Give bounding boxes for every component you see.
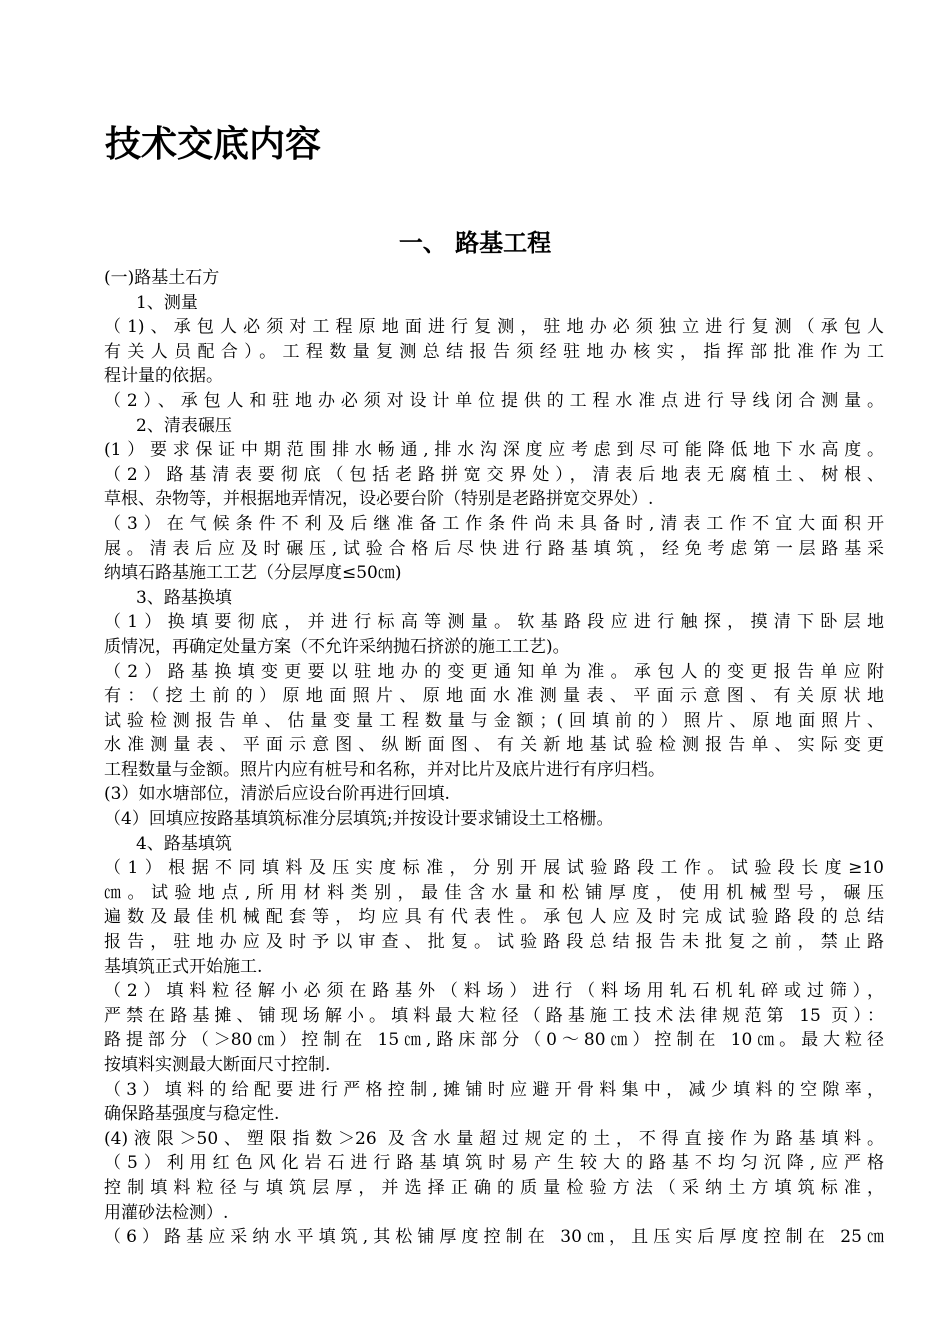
paragraph-line: 纳填石路基施工工艺（分层厚度≤50㎝) xyxy=(104,563,402,584)
paragraph-line: （2）路基换填变更要以驻地办的变更通知单为准。承包人的变更报告单应附 xyxy=(104,661,884,682)
paragraph-line: 路提部分（＞80㎝）控制在 15㎝,路床部分（0～80㎝）控制在 10㎝。最大粒径 xyxy=(104,1030,884,1051)
paragraph-line: （3）在气候条件不利及后继准备工作条件尚未具备时,清表工作不宜大面积开 xyxy=(104,513,884,534)
page-title: 技术交底内容 xyxy=(105,124,322,165)
paragraph-line: (4)液限＞50、塑限指数＞26 及含水量超过规定的土，不得直接作为路基填料。 xyxy=(104,1128,884,1149)
paragraph-line: (1）要求保证中期范围排水畅通,排水沟深度应考虑到尽可能降低地下水高度。 xyxy=(104,440,884,461)
document-body xyxy=(104,266,884,1250)
paragraph-line: (3）如水塘部位，清淤后应设台阶再进行回填. xyxy=(104,784,450,805)
paragraph-line: （6）路基应采纳水平填筑,其松铺厚度控制在 30㎝，且压实后厚度控制在 25㎝ xyxy=(104,1227,884,1248)
paragraph-line: （5）利用红色风化岩石进行路基填筑时易产生较大的路基不均匀沉降,应严格 xyxy=(104,1153,884,1174)
paragraph-line: （2）路基清表要彻底（包括老路拼宽交界处），清表后地表无腐植土、树根、 xyxy=(104,464,884,485)
paragraph-line: 质情况，再确定处量方案（不允许采纳抛石挤淤的施工工艺)。 xyxy=(104,636,570,657)
paragraph-line: 程计量的依据。 xyxy=(104,366,223,387)
paragraph-line: （1）根据不同填料及压实度标准，分别开展试验路段工作。试验段长度≥10 xyxy=(104,858,884,879)
paragraph-line: （4）回填应按路基填筑标准分层填筑;并按设计要求铺设土工格栅。 xyxy=(104,809,614,830)
subsection-heading: 1、测量 xyxy=(136,292,198,313)
subsection-heading: 4、路基填筑 xyxy=(136,833,232,854)
paragraph-line: 基填筑正式开始施工. xyxy=(104,956,263,977)
subsection-heading: 2、清表碾压 xyxy=(136,415,232,436)
paragraph-line: ㎝。试验地点,所用材料类别，最佳含水量和松铺厚度，使用机械型号，碾压 xyxy=(104,882,884,903)
paragraph-line: 用灌砂法检测）. xyxy=(104,1202,229,1223)
paragraph-line: （2）填料粒径解小必须在路基外（料场）进行（料场用轧石机轧碎或过筛）， xyxy=(104,981,884,1002)
paragraph-line: （2）、承包人和驻地办必须对设计单位提供的工程水准点进行导线闭合测量。 xyxy=(104,390,884,411)
paragraph-line: 草根、杂物等，并根据地弄情况，设必要台阶（特别是老路拼宽交界处）. xyxy=(104,489,654,510)
paragraph-line: 报告，驻地办应及时予以审查、批复。试验路段总结报告未批复之前，禁止路 xyxy=(104,932,884,953)
paragraph-line: 工程数量与金额。照片内应有桩号和名称，并对比片及底片进行有序归档。 xyxy=(104,759,665,780)
paragraph-line: （1)、承包人必须对工程原地面进行复测，驻地办必须独立进行复测（承包人 xyxy=(104,317,884,338)
paragraph-line: 控制填料粒径与填筑层厚，并选择正确的质量检验方法（采纳土方填筑标准， xyxy=(104,1177,884,1198)
paragraph-line: （1）换填要彻底，并进行标高等测量。软基路段应进行触探，摸清下卧层地 xyxy=(104,612,884,633)
paragraph-line: 有：（挖土前的）原地面照片、原地面水准测量表、平面示意图、有关原状地 xyxy=(104,686,884,707)
paragraph-line: 展。清表后应及时碾压,试验合格后尽快进行路基填筑，经免考虑第一层路基采 xyxy=(104,538,884,559)
paragraph-line: (一)路基土石方 xyxy=(104,268,220,288)
paragraph-line: 按填料实测最大断面尺寸控制. xyxy=(104,1055,331,1075)
paragraph-line: （3）填料的给配要进行严格控制,摊铺时应避开骨料集中，减少填料的空隙率， xyxy=(104,1079,884,1100)
paragraph-line: 有关人员配合）。工程数量复测总结报告须经驻地办核实，指挥部批准作为工 xyxy=(104,341,884,362)
section-heading: 一、 路基工程 xyxy=(398,229,552,257)
paragraph-line: 试验检测报告单、估量变量工程数量与金额；(回填前的）照片、原地面照片、 xyxy=(104,710,884,731)
paragraph-line: 严禁在路基摊、铺现场解小。填料最大粒径（路基施工技术法律规范第 15 页）： xyxy=(104,1005,884,1026)
subsection-heading: 3、路基换填 xyxy=(136,587,232,608)
paragraph-line: 水准测量表、平面示意图、纵断面图、有关新地基试验检测报告单、实际变更 xyxy=(104,735,884,756)
paragraph-line: 确保路基强度与稳定性. xyxy=(104,1104,280,1125)
paragraph-line: 遍数及最佳机械配套等，均应具有代表性。承包人应及时完成试验路段的总结 xyxy=(104,907,884,928)
